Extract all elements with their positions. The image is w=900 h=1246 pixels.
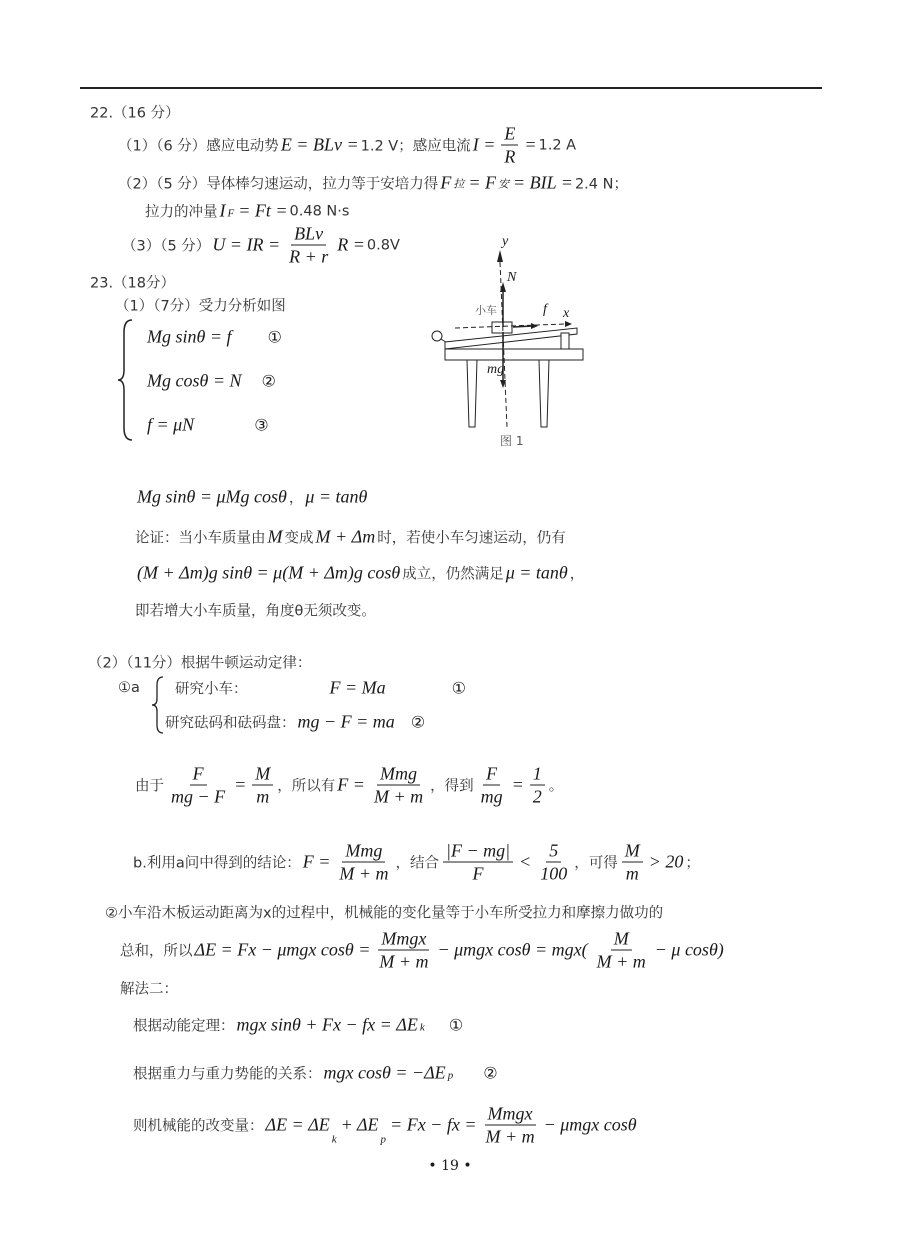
text-segment: 23.（18分） — [90, 275, 176, 292]
math-expression: = — [234, 774, 247, 795]
math-expression: Mg sinθ = f — [147, 326, 232, 347]
math-expression: R = — [337, 234, 365, 255]
text-segment: ，所以有 — [277, 778, 336, 795]
text-segment: b.利用a问中得到的结论： — [133, 855, 301, 872]
math-subscript: p — [380, 1133, 387, 1146]
page-number: • 19 • — [428, 1158, 472, 1174]
math-expression: E = BLv = — [280, 134, 359, 155]
text-segment: 总和，所以 — [120, 943, 193, 960]
fraction — [594, 928, 649, 973]
fraction-denominator: m — [625, 863, 639, 884]
math-expression: + ΔE — [340, 1114, 379, 1135]
fraction — [376, 928, 431, 973]
math-expression: = Fx − fx = — [390, 1114, 477, 1135]
text-line — [165, 712, 429, 733]
math-expression: − μmgx cosθ = mgx( — [437, 939, 588, 960]
figure-caption: 图 1 — [500, 434, 524, 448]
fraction-denominator: M + m — [379, 951, 429, 972]
text-segment: 0.8V — [366, 237, 400, 253]
text-segment: 则机械能的改变量： — [133, 1118, 264, 1135]
text-segment: ， — [569, 566, 585, 583]
text-segment: （1）（7分）受力分析如图 — [115, 298, 286, 315]
math-expression: I — [219, 200, 226, 221]
text-line — [105, 902, 663, 923]
math-expression: F — [440, 172, 452, 193]
text-line — [135, 600, 376, 621]
header-rule — [80, 87, 822, 89]
fraction-denominator: 100 — [540, 863, 568, 884]
math-expression: F = — [302, 851, 331, 872]
text-segment: ①a — [118, 680, 140, 696]
fraction-numerator: F — [190, 763, 207, 786]
fraction-denominator: M + m — [485, 1126, 535, 1147]
text-line — [88, 652, 311, 673]
text-segment: 根据重力与重力势能的关系： — [133, 1066, 322, 1083]
math-expression: mg − F = ma — [297, 711, 395, 732]
equation-number: ② — [483, 1063, 498, 1083]
fraction — [622, 840, 643, 885]
text-line — [115, 295, 286, 316]
text-segment: 论证：当小车质量由 — [135, 530, 266, 547]
text-segment: 22.（16 分） — [90, 105, 180, 122]
math-expression: < — [519, 851, 532, 872]
text-line — [145, 371, 280, 392]
math-subscript: 安 — [497, 178, 509, 191]
text-segment: 1.2 A — [538, 137, 577, 153]
text-line — [120, 928, 726, 973]
text-segment: ，得到 — [430, 778, 474, 795]
text-segment: （1）（6 分）感应电动势 — [118, 138, 279, 155]
fraction-denominator: mg − F — [171, 786, 226, 807]
math-expression: − μ cosθ) — [654, 939, 724, 960]
math-expression: M — [267, 526, 283, 547]
math-expression: = — [524, 134, 537, 155]
text-segment: 即若增大小车质量，角度θ无须改变。 — [135, 603, 376, 620]
text-line — [120, 978, 178, 999]
text-segment: 解法二： — [120, 981, 178, 998]
math-subscript: F — [227, 207, 235, 220]
math-subscript: p — [447, 1069, 454, 1082]
math-expression: = Ft = — [238, 200, 288, 221]
math-expression: I = — [472, 134, 496, 155]
math-expression: Mg sinθ = μMg cosθ — [137, 486, 287, 507]
fraction-numerator: E — [501, 123, 518, 146]
math-expression: Mg cosθ = N — [147, 370, 242, 391]
text-segment: 研究砝码和砝码盘： — [165, 715, 296, 732]
text-segment: ， — [288, 490, 304, 507]
equation-number: ② — [261, 371, 276, 391]
text-segment: 1.2 V；感应电流 — [360, 138, 471, 155]
text-segment: 由于 — [135, 778, 164, 795]
fraction-numerator: M — [611, 928, 632, 951]
fraction — [252, 763, 273, 808]
fraction-numerator: Mmg — [342, 840, 385, 863]
text-line — [133, 1015, 467, 1036]
text-line — [122, 223, 400, 268]
fraction-denominator: M + m — [596, 951, 646, 972]
math-expression: (M + Δm)g sinθ = μ(M + Δm)g cosθ — [137, 562, 401, 583]
text-line — [135, 563, 584, 584]
normal-force-label: N — [507, 270, 517, 285]
x-axis-label: x — [563, 306, 570, 321]
text-line — [118, 123, 576, 168]
table-cart-diagram — [425, 232, 595, 452]
math-subscript: k — [419, 1021, 425, 1034]
fraction-denominator: M + m — [339, 863, 389, 884]
fraction-numerator: Mmg — [377, 763, 420, 786]
math-expression: f = μN — [147, 414, 195, 435]
y-axis-label: y — [502, 234, 509, 249]
text-segment: 0.48 N·s — [289, 203, 350, 219]
fraction — [530, 763, 545, 808]
fraction — [537, 840, 570, 885]
math-expression: M + Δm — [315, 526, 376, 547]
text-segment: 变成 — [284, 530, 314, 547]
math-expression: F = Ma — [329, 677, 386, 698]
gravity-label: mg — [487, 362, 505, 377]
text-segment: ，结合 — [395, 855, 439, 872]
text-line — [135, 487, 369, 508]
cart-label: 小车 — [475, 304, 497, 317]
text-segment: 时，若使小车匀速运动，仍有 — [377, 530, 566, 547]
text-line — [90, 102, 180, 123]
text-line — [133, 1103, 639, 1148]
fraction-numerator: F — [483, 763, 500, 786]
fraction — [371, 763, 426, 808]
math-expression: > 20 — [648, 851, 684, 872]
text-line — [90, 272, 175, 293]
equation-number: ② — [410, 712, 426, 732]
fraction — [478, 763, 506, 808]
text-line — [118, 173, 628, 194]
equation-brace — [150, 675, 166, 737]
fraction-denominator: m — [256, 786, 270, 807]
text-line — [145, 201, 349, 222]
fraction — [168, 763, 228, 808]
fraction-numerator: Mmgx — [485, 1103, 536, 1126]
equation-number: ① — [451, 678, 466, 698]
text-segment: ，可得 — [574, 855, 618, 872]
math-expression: U = IR = — [212, 234, 281, 255]
text-line — [145, 415, 273, 436]
text-line — [145, 327, 286, 348]
fraction-denominator: R — [504, 146, 516, 167]
text-line — [135, 763, 563, 808]
text-segment: 成立，仍然满足 — [402, 566, 504, 583]
text-segment: （3）（5 分） — [122, 238, 211, 255]
fraction-denominator: M + m — [373, 786, 424, 807]
math-subscript: k — [331, 1133, 337, 1146]
equation-number: ① — [267, 327, 282, 347]
text-segment: 。 — [548, 778, 564, 795]
fraction — [482, 1103, 537, 1148]
fraction-numerator: M — [252, 763, 273, 786]
fraction-numerator: BLv — [291, 223, 326, 246]
text-segment: （2）（5 分）导体棒匀速运动，拉力等于安培力得 — [118, 176, 439, 193]
text-segment: （2）（11分）根据牛顿运动定律： — [88, 655, 312, 672]
equation-number: ① — [448, 1015, 464, 1035]
math-expression: − μmgx cosθ — [543, 1114, 637, 1135]
text-segment: ②小车沿木板运动距离为x的过程中，机械能的变化量等于小车所受拉力和摩擦力做功的 — [105, 905, 664, 922]
math-expression: μ = tanθ — [305, 486, 368, 507]
math-expression: ΔE = Fx − μmgx cosθ = — [194, 939, 371, 960]
fraction — [443, 840, 513, 885]
fraction-denominator: R + r — [289, 246, 329, 267]
text-line — [175, 678, 470, 699]
fraction-denominator: mg — [480, 786, 503, 807]
text-segment: 根据动能定理： — [133, 1018, 235, 1035]
text-line — [133, 840, 700, 885]
fraction — [336, 840, 391, 885]
math-expression: F = — [337, 774, 365, 795]
text-line — [118, 680, 140, 696]
fraction-numerator: 1 — [530, 763, 545, 786]
fraction — [286, 223, 331, 268]
text-line — [135, 527, 566, 548]
force-diagram-figure — [425, 232, 595, 456]
math-expression: = — [511, 774, 524, 795]
text-segment: 2.4 N； — [574, 176, 628, 193]
text-segment: 拉力的冲量 — [145, 204, 218, 221]
math-expression: μ = tanθ — [505, 562, 568, 583]
equation-brace — [116, 318, 136, 443]
math-expression: mgx cosθ = −ΔE — [323, 1062, 446, 1083]
math-expression: = BIL = — [512, 172, 573, 193]
text-segment: ； — [685, 855, 700, 872]
math-expression: mgx sinθ + Fx − fx = ΔE — [236, 1014, 418, 1035]
text-line — [133, 1063, 502, 1084]
fraction-numerator: Mmgx — [378, 928, 429, 951]
fraction — [501, 123, 518, 168]
math-expression: ΔE = ΔE — [265, 1114, 330, 1135]
fraction-numerator: |F − mg| — [443, 840, 513, 863]
friction-label: f — [543, 302, 547, 317]
fraction-numerator: 5 — [546, 840, 561, 863]
fraction-denominator: 2 — [532, 786, 542, 807]
fraction-denominator: F — [472, 863, 484, 884]
text-segment: 研究小车： — [175, 681, 248, 698]
math-expression: = F — [468, 172, 496, 193]
equation-number: ③ — [254, 415, 269, 435]
math-subscript: 拉 — [453, 178, 465, 191]
fraction-numerator: M — [622, 840, 643, 863]
